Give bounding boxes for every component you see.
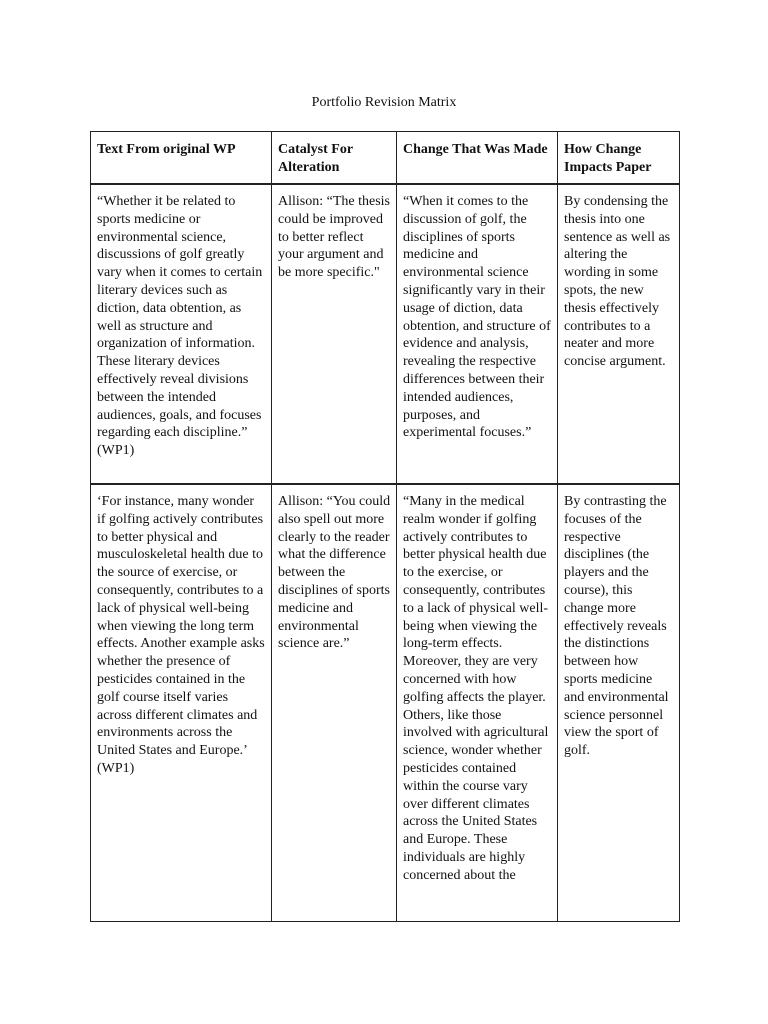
change-text: “Many in the medical realm wonder if golfing actively contributes to better physical health due to the exercise, or consequently, contributes to a lack of physical well-being when viewing the long-term effects. Moreover, they are very concerned with how golfing affects the player. Others, like those involved with agricultural science, wonder whether pesticides contained within the course vary over different climates across the United States and Europe. These individuals are highly concerned about the xyxy=(403,494,549,883)
catalyst-cell xyxy=(272,484,397,922)
header-catalyst: Catalyst For Alteration xyxy=(272,132,397,185)
table-row xyxy=(91,184,680,484)
change-cell xyxy=(397,184,558,484)
catalyst-text: Allison: “The thesis could be improved to better reflect your argument and be more specific." xyxy=(278,194,390,281)
impact-cell xyxy=(558,184,680,484)
original-text: “Whether it be related to sports medicine or environmental science, discussions of golf greatly vary when it comes to certain literary devices such as diction, data obtention, as well as structure and organization of information. These literary devices effectively reveal divisions between the intended audiences, goals, and focuses regarding each discipline.” (WP1) xyxy=(97,194,263,459)
catalyst-cell xyxy=(272,184,397,484)
revision-matrix-table xyxy=(90,131,680,922)
original-text-cell xyxy=(91,184,272,484)
table-header-row xyxy=(91,132,680,185)
change-text: “When it comes to the discussion of golf, the disciplines of sports medicine and environmental science significantly vary in their usage of diction, data obtention, and structure of evidence and analysis, revealing the respective differences between their intended audiences, purposes, and experimental focuses.” xyxy=(403,194,551,441)
impact-text: By contrasting the focuses of the respective disciplines (the players and the course), this change more effectively reveals the distinctions between how sports medicine and environmental science personnel view the sport of golf. xyxy=(564,494,669,759)
header-original-text: Text From original WP xyxy=(91,132,272,185)
header-impact: How Change Impacts Paper xyxy=(558,132,680,185)
catalyst-text: Allison: “You could also spell out more clearly to the reader what the difference between the disciplines of sports medicine and environmental science are.” xyxy=(278,494,391,652)
original-text: ‘For instance, many wonder if golfing actively contributes to better physical and musculoskeletal health due to the source of exercise, or consequently, contributes to a lack of physical well-being when viewing the long term effects. Another example asks whether the presence of pesticides contained in the golf course itself varies across different climates and environments across the United States and Europe.’ (WP1) xyxy=(97,494,265,776)
original-text-cell xyxy=(91,484,272,922)
page-title: Portfolio Revision Matrix xyxy=(311,95,457,110)
table-row xyxy=(91,484,680,922)
change-cell xyxy=(397,484,558,922)
impact-cell xyxy=(558,484,680,922)
impact-text: By condensing the thesis into one sentence as well as altering the wording in some spots, the new thesis effectively contributes to a neater and more concise argument. xyxy=(564,194,671,370)
header-change-made: Change That Was Made xyxy=(397,132,558,185)
